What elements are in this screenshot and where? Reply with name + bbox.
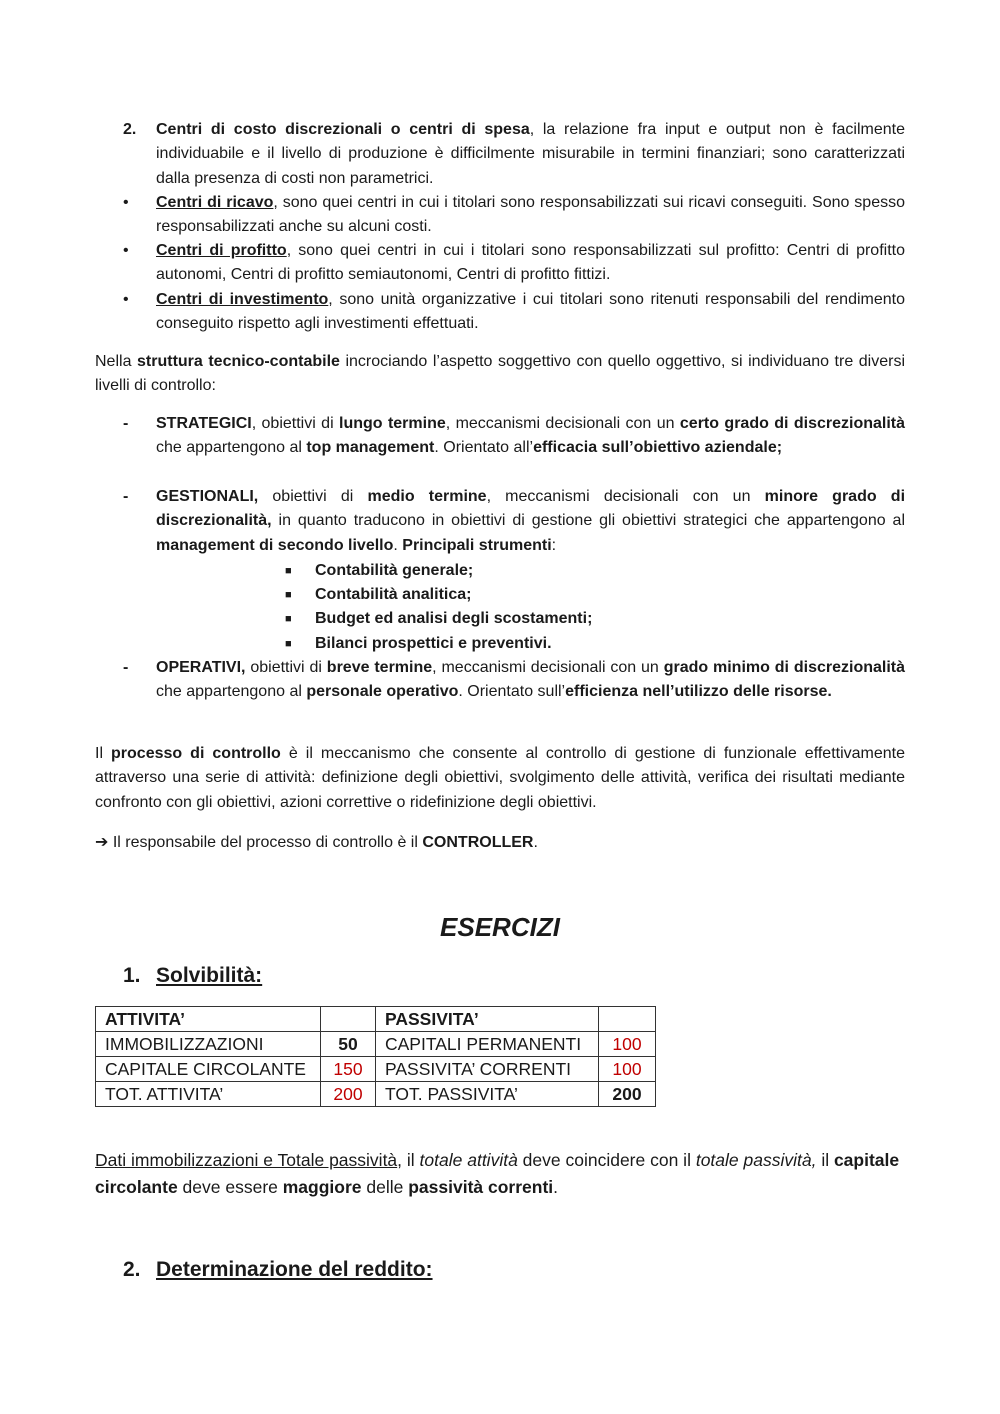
list-number: 2. [123, 121, 137, 138]
table-header-cell: ATTIVITA’ [96, 1007, 321, 1032]
text-run: : [551, 536, 557, 554]
table-header-cell [599, 1007, 656, 1032]
text-run: efficienza nell’utilizzo delle risorse. [565, 683, 832, 701]
text-run: , obiettivi di [251, 415, 340, 432]
text-run: personale operativo [306, 683, 459, 701]
text-run: lungo termine [339, 415, 446, 432]
table-cell-value: 100 [599, 1057, 656, 1082]
text-run: deve essere [177, 1177, 283, 1197]
dash: - [123, 488, 129, 505]
exercise-number: 2. [123, 1258, 141, 1281]
balance-table [95, 1006, 656, 1107]
text: . [533, 834, 538, 851]
text-run: in quanto traducono in obiettivi di gestione gli obiettivi strategici che appartengono al [271, 512, 905, 530]
table-cell: IMMOBILIZZAZIONI [96, 1032, 321, 1057]
text-bold: processo di controllo [111, 745, 281, 762]
table-cell: CAPITALI PERMANENTI [376, 1032, 599, 1057]
list-item-body [156, 191, 905, 240]
text-run: che appartengono al [156, 439, 307, 457]
exercise-1-heading [123, 962, 262, 990]
text: Il responsabile del processo di controllo è il [108, 834, 423, 851]
text: è il meccanismo che consente al controllo di gestione di funzionale effettivamente attraverso una serie di attività: definizione degli obiettivi, svolgimento delle attività, verifica dei risultati mediante confronto con gli obiettivi, azioni correttive o ridefinizione degli obiettivi. [95, 745, 906, 811]
table-cell: CAPITALE CIRCOLANTE [96, 1057, 321, 1082]
text-run: efficacia sull’obiettivo aziendale; [533, 439, 783, 457]
list-item-body [156, 288, 905, 337]
table-cell: TOT. ATTIVITA’ [96, 1082, 321, 1107]
text-run: capitale circolante [95, 1150, 900, 1197]
text-run: . [393, 536, 403, 554]
text-run: grado minimo di discrezionalità [663, 659, 906, 676]
tool-label: Contabilità generale; [315, 562, 474, 579]
text: Il [95, 745, 112, 762]
tool-label: Bilanci prospettici e preventivi. [315, 635, 552, 652]
square-bullet: ■ [285, 589, 292, 601]
text-run: management di secondo livello [156, 536, 394, 554]
bullet: • [123, 242, 129, 259]
table-header-cell: PASSIVITA’ [376, 1007, 599, 1032]
arrow-icon: ➔ [95, 834, 109, 851]
text-bold: CONTROLLER [422, 834, 534, 851]
table-header-row [96, 1007, 656, 1032]
text: Nella [95, 353, 138, 370]
text-run: medio termine [367, 488, 487, 505]
paragraph-control-process [95, 742, 905, 815]
text-run: totale attività [419, 1150, 518, 1170]
definition: , sono quei centri in cui i titolari sono responsabilizzati sul profitto: Centri di profitto autonomi, Centri di profitto semiautonomi, Centri di profitto fittizi. [156, 242, 905, 284]
text-run: certo grado di discrezionalità [679, 415, 906, 432]
table-cell: PASSIVITA’ CORRENTI [376, 1057, 599, 1082]
table-cell-value: 200 [321, 1082, 376, 1107]
table-cell-value: 150 [321, 1057, 376, 1082]
paragraph-structure [95, 350, 905, 399]
text-run: breve termine [326, 659, 433, 676]
text-run: STRATEGICI [156, 415, 252, 432]
table-cell-value: 100 [599, 1032, 656, 1057]
bullet: • [123, 194, 129, 211]
definition: , sono unità organizzative i cui titolari sono ritenuti responsabili del rendimento conseguito rispetto agli investimenti effettuati. [156, 291, 905, 333]
level-body [156, 485, 905, 558]
text-run: delle [361, 1177, 409, 1197]
text-run: . [553, 1177, 559, 1197]
text-run: , meccanismi decisionali con un [486, 488, 765, 505]
text-run: GESTIONALI, [156, 488, 259, 505]
term: Centri di profitto [156, 242, 287, 259]
text-run: obiettivi di [258, 488, 368, 505]
text-run: Principali strumenti [402, 536, 552, 554]
text-run: , il [397, 1150, 420, 1170]
text-run: obiettivi di [245, 659, 327, 676]
table-row [96, 1057, 656, 1082]
text-run: OPERATIVI, [156, 659, 246, 676]
text-run: che appartengono al [156, 683, 307, 701]
text-run: il [816, 1150, 834, 1170]
table-cell: TOT. PASSIVITA’ [376, 1082, 599, 1107]
table-cell-value: 50 [321, 1032, 376, 1057]
exercise-title: Solvibilità: [156, 964, 263, 987]
tool-label: Budget ed analisi degli scostamenti; [315, 610, 593, 627]
table-header-cell [321, 1007, 376, 1032]
text: incrociando l’aspetto soggettivo con quello oggettivo, si individuano tre diversi livelli di controllo: [95, 353, 906, 395]
list-item-body [156, 239, 905, 288]
section-title: ESERCIZI [440, 912, 560, 942]
text-run: passività correnti [408, 1177, 554, 1197]
controller-line [95, 831, 905, 855]
text-run: minore grado di discrezionalità, [156, 488, 906, 530]
definition: , sono quei centri in cui i titolari sono responsabilizzati sui ricavi conseguiti. Sono spesso responsabilizzati anche su alcuni costi. [156, 194, 905, 236]
square-bullet: ■ [285, 638, 292, 650]
level-body [156, 412, 905, 461]
text-run: top management [306, 439, 435, 457]
table-row [96, 1032, 656, 1057]
definition: , la relazione fra input e output non è facilmente individuabile e il livello di produzione è difficilmente misurabile in termini finanziari; sono caratterizzati dalla presenza di costi non parametrici. [156, 121, 905, 187]
tool-label: Contabilità analitica; [315, 586, 472, 603]
exercise-number: 1. [123, 964, 141, 987]
text-run: . Orientato all’ [434, 439, 534, 457]
bullet: • [123, 291, 129, 308]
text-run: , meccanismi decisionali con un [432, 659, 664, 676]
table-cell-value: 200 [599, 1082, 656, 1107]
text-run: deve coincidere con il [517, 1150, 696, 1170]
term: Centri di costo discrezionali o centri di spesa [156, 121, 530, 138]
exercise-2-heading [123, 1256, 433, 1284]
term: Centri di investimento [156, 291, 329, 308]
table-row [96, 1082, 656, 1107]
dash: - [123, 659, 129, 676]
exercise-1-note [95, 1147, 905, 1201]
square-bullet: ■ [285, 565, 292, 577]
level-body [156, 656, 905, 705]
exercise-title: Determinazione del reddito: [156, 1258, 433, 1281]
text-bold: struttura tecnico-contabile [137, 353, 340, 370]
dash: - [123, 415, 129, 432]
term: Centri di ricavo [156, 194, 274, 211]
list-item-body [156, 118, 905, 191]
text-run: totale passività, [695, 1150, 817, 1170]
square-bullet: ■ [285, 613, 292, 625]
text-run: , meccanismi decisionali con un [445, 415, 680, 432]
text-run: Dati immobilizzazioni e Totale passività [95, 1150, 398, 1170]
text-run: . Orientato sull’ [458, 683, 566, 701]
text-run: maggiore [282, 1177, 362, 1197]
